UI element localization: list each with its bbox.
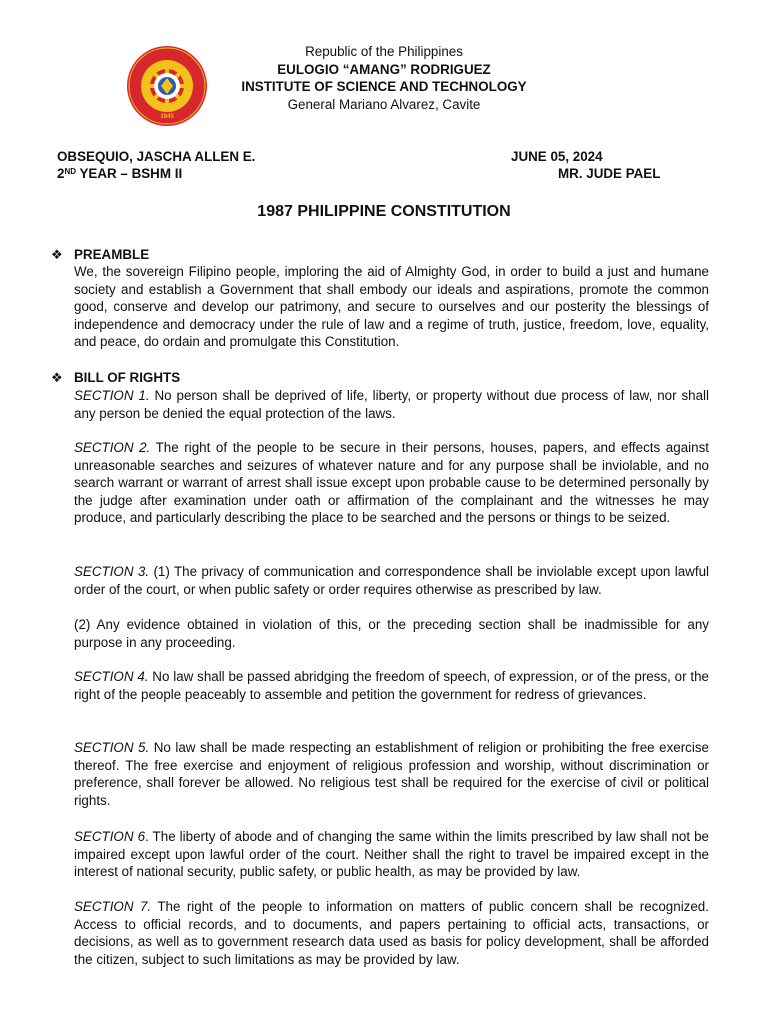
section-7 <box>74 898 709 968</box>
section-6 <box>74 828 709 881</box>
section-text: No law shall be made respecting an establishment of religion or prohibiting the free exercise thereof. The free exercise and enjoyment of religious profession and worship, without discrimination or preference, shall forever be allowed. No religious test shall be required for the exercise of civil or political rights. <box>74 740 709 808</box>
section-4 <box>74 668 709 703</box>
section-5 <box>74 739 709 809</box>
letterhead-school-name-1: EULOGIO “AMANG” RODRIGUEZ <box>277 61 491 77</box>
preamble-text: We, the sovereign Filipino people, imploring the aid of Almighty God, in order to build a just and humane society and establish a Government that shall embody our ideals and aspirations, promote the common good, conserve and develop our patrimony, and secure to ourselves and our posterity the blessings of independence and democracy under the rule of law and a regime of truth, justice, freedom, love, equality, and peace, do ordain and promulgate this Constitution. <box>74 264 709 350</box>
section-text: (1) The privacy of communication and correspondence shall be inviolable except upon lawful order of the court, or when public safety or order requires otherwise as prescribed by law. <box>74 564 709 597</box>
section-1 <box>74 387 709 422</box>
student-year <box>57 165 182 183</box>
section-label: SECTION 7. <box>74 899 152 914</box>
section-label: SECTION 2. <box>74 440 151 455</box>
year-number: 2 <box>57 166 65 181</box>
section-text: The right of the people to be secure in their persons, houses, papers, and effects against unreasonable searches and seizures of whatever nature and for any purpose shall be inviolable, and no search warrant or warrant of arrest shall issue except upon probable cause to be determined personally by the judge after examination under oath or affirmation of the complainant and the witnesses he may produce, and particularly describing the place to be searched and the persons or things to be seized. <box>74 440 709 526</box>
section-3-paragraph-2 <box>74 616 709 651</box>
section-label: SECTION 4. <box>74 669 149 684</box>
year-course: YEAR – BSHM II <box>76 166 183 181</box>
section-text: No law shall be passed abridging the freedom of speech, of expression, or of the press, or the right of the people peaceably to assemble and petition the government for redress of grievances. <box>74 669 709 702</box>
diamond-bullet-icon: ❖ <box>51 247 63 262</box>
section-3 <box>74 563 709 598</box>
letterhead-republic: Republic of the Philippines <box>305 44 463 59</box>
section-2 <box>74 439 709 527</box>
student-name: OBSEQUIO, JASCHA ALLEN E. <box>57 149 256 164</box>
section-text: The right of the people to information on matters of public concern shall be recognized. Access to official records, and to documents, and papers pertaining to official acts, transactions, or decisions, as well as to government research data used as basis for policy development, shall be afforded the citizen, subject to such limitations as may be provided by law. <box>74 899 709 967</box>
section-label: SECTION 5. <box>74 740 150 755</box>
section-text: (2) Any evidence obtained in violation of this, or the preceding section shall be inadmissible for any purpose in any proceeding. <box>74 617 709 650</box>
section-text: No person shall be deprived of life, liberty, or property without due process of law, nor shall any person be denied the equal protection of the laws. <box>74 388 709 421</box>
bill-of-rights-heading: BILL OF RIGHTS <box>74 370 181 385</box>
section-label: SECTION 3. <box>74 564 150 579</box>
section-label: SECTION 6 <box>74 829 146 844</box>
letterhead-school-name-2: INSTITUTE OF SCIENCE AND TECHNOLOGY <box>241 79 527 94</box>
document-title: 1987 PHILIPPINE CONSTITUTION <box>257 203 511 220</box>
year-suffix: ND <box>64 167 77 176</box>
seal-year: 1945 <box>160 114 174 120</box>
instructor-name: MR. JUDE PAEL <box>558 166 661 181</box>
letterhead <box>184 43 584 113</box>
section-text: . The liberty of abode and of changing the same within the limits prescribed by law shall not be impaired except upon lawful order of the court. Neither shall the right to travel be impaired except in the interest of national security, public safety, or public health, as may be provided by law. <box>74 829 710 880</box>
diamond-bullet-icon: ❖ <box>51 370 63 385</box>
section-label: SECTION 1. <box>74 388 150 403</box>
submission-date: JUNE 05, 2024 <box>511 149 603 164</box>
letterhead-address: General Mariano Alvarez, Cavite <box>287 96 481 112</box>
preamble-heading: PREAMBLE <box>74 247 150 262</box>
